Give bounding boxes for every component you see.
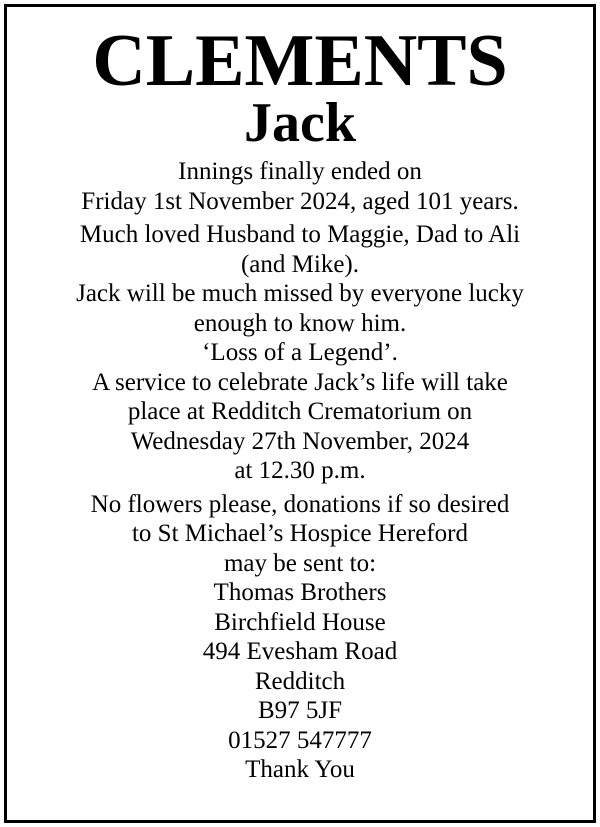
- text-line: Much loved Husband to Maggie, Dad to Ali: [79, 221, 521, 248]
- text-line: to St Michael’s Hospice Hereford: [131, 520, 469, 547]
- tribute-paragraph: [7, 220, 593, 486]
- text-line: No flowers please, donations if so desired: [90, 490, 510, 518]
- sign-off: Thank You: [245, 756, 355, 783]
- donations-paragraph: [7, 490, 593, 785]
- text-line: at 12.30 p.m.: [234, 457, 366, 484]
- text-line: may be sent to:: [223, 549, 377, 577]
- text-line: A service to celebrate Jack’s life will take: [92, 368, 508, 396]
- death-notice: [4, 4, 596, 823]
- text-line: Friday 1st November 2024, aged 101 years.: [81, 187, 519, 215]
- text-line: Innings finally ended on: [178, 158, 422, 185]
- notice-body: [7, 157, 593, 785]
- forename-heading: Jack: [244, 92, 356, 154]
- postcode: B97 5JF: [257, 697, 343, 724]
- text-line: Wednesday 27th November, 2024: [130, 427, 470, 455]
- address-line: Redditch: [254, 667, 346, 695]
- text-line: (and Mike).: [240, 250, 360, 278]
- announcement-paragraph: [7, 157, 593, 216]
- phone-number: 01527 547777: [228, 726, 372, 754]
- text-line: ‘Loss of a Legend’.: [202, 339, 398, 366]
- text-line: Jack will be much missed by everyone lucky: [76, 280, 524, 307]
- text-line: enough to know him.: [193, 309, 407, 337]
- text-line: place at Redditch Crematorium on: [127, 398, 473, 425]
- surname-heading: CLEMENTS: [92, 20, 508, 102]
- address-line: 494 Evesham Road: [202, 638, 398, 665]
- address-line: Birchfield House: [214, 608, 386, 636]
- funeral-director-name: Thomas Brothers: [213, 579, 387, 606]
